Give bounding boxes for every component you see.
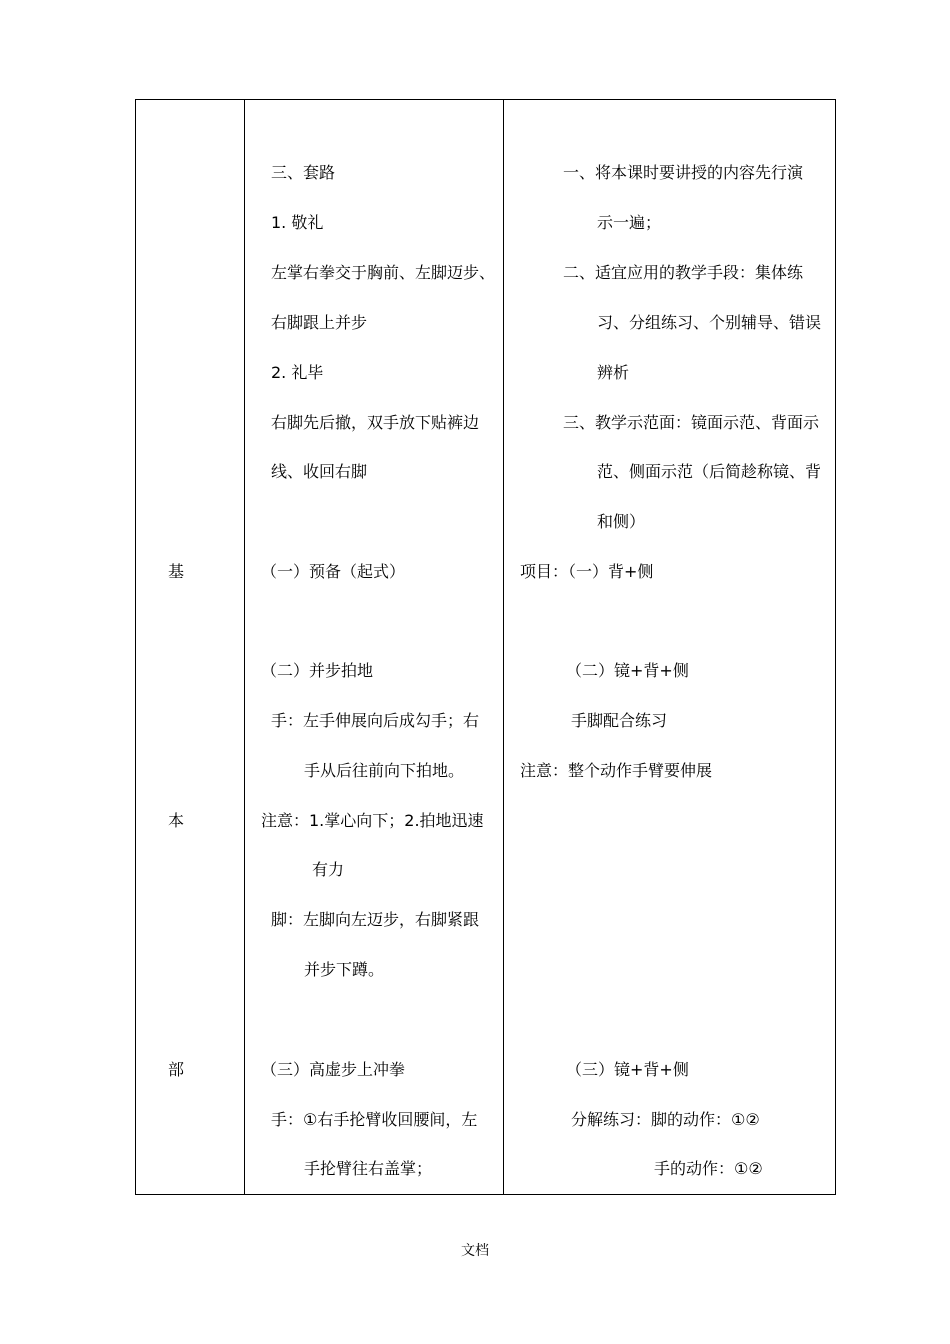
content-item-salute: 1. 敬礼 — [271, 213, 324, 232]
method-text: 手的动作：①② — [654, 1159, 763, 1178]
content-text: 有力 — [312, 860, 345, 879]
content-item-ready: （一）预备（起式） — [261, 562, 406, 581]
method-note: 注意：整个动作手臂要伸展 — [520, 761, 713, 780]
method-text: 手脚配合练习 — [571, 711, 668, 730]
content-item-salute-end: 2. 礼毕 — [271, 363, 324, 382]
section-label-char-1: 基 — [168, 562, 185, 581]
column-divider-2 — [503, 100, 504, 1194]
content-text: 右脚跟上并步 — [271, 313, 368, 332]
content-item-high-step-punch: （三）高虚步上冲拳 — [261, 1060, 406, 1079]
content-note: 注意：1.掌心向下；2.拍地迅速 — [261, 811, 484, 830]
content-heading-routine: 三、套路 — [271, 163, 336, 182]
section-label-char-3: 部 — [168, 1060, 185, 1079]
method-text: 示一遍； — [597, 213, 662, 232]
method-item-1: 一、将本课时要讲授的内容先行演 — [563, 163, 804, 182]
method-demo-2: （二）镜+背+侧 — [566, 661, 689, 680]
content-text: 左掌右拳交于胸前、左脚迈步、 — [271, 263, 496, 282]
content-text: 并步下蹲。 — [304, 960, 385, 979]
method-text: 和侧） — [597, 512, 646, 531]
method-text: 分解练习：脚的动作：①② — [571, 1110, 760, 1129]
content-text: 手：左手伸展向后成勾手；右 — [271, 711, 480, 730]
method-project: 项目：（一）背+侧 — [520, 562, 654, 581]
content-text: 手抡臂往右盖掌； — [304, 1159, 433, 1178]
method-text: 辨析 — [597, 363, 630, 382]
content-text: 手从后往前向下拍地。 — [304, 761, 465, 780]
content-item-step-slap: （二）并步拍地 — [261, 661, 374, 680]
method-text: 范、侧面示范（后简趁称镜、背 — [597, 462, 822, 481]
method-text: 习、分组练习、个别辅导、错误 — [597, 313, 822, 332]
method-item-3: 三、教学示范面：镜面示范、背面示 — [563, 413, 820, 432]
content-text: 线、收回右脚 — [271, 462, 368, 481]
page-footer: 文档 — [461, 1243, 489, 1259]
content-text: 右脚先后撤，双手放下贴裤边 — [271, 413, 480, 432]
method-item-2: 二、适宜应用的教学手段：集体练 — [563, 263, 804, 282]
content-text: 手：①右手抡臂收回腰间，左 — [271, 1110, 478, 1129]
method-demo-3: （三）镜+背+侧 — [566, 1060, 689, 1079]
column-divider-1 — [244, 100, 245, 1194]
section-label-char-2: 本 — [168, 811, 185, 830]
content-text: 脚：左脚向左迈步，右脚紧跟 — [271, 910, 480, 929]
